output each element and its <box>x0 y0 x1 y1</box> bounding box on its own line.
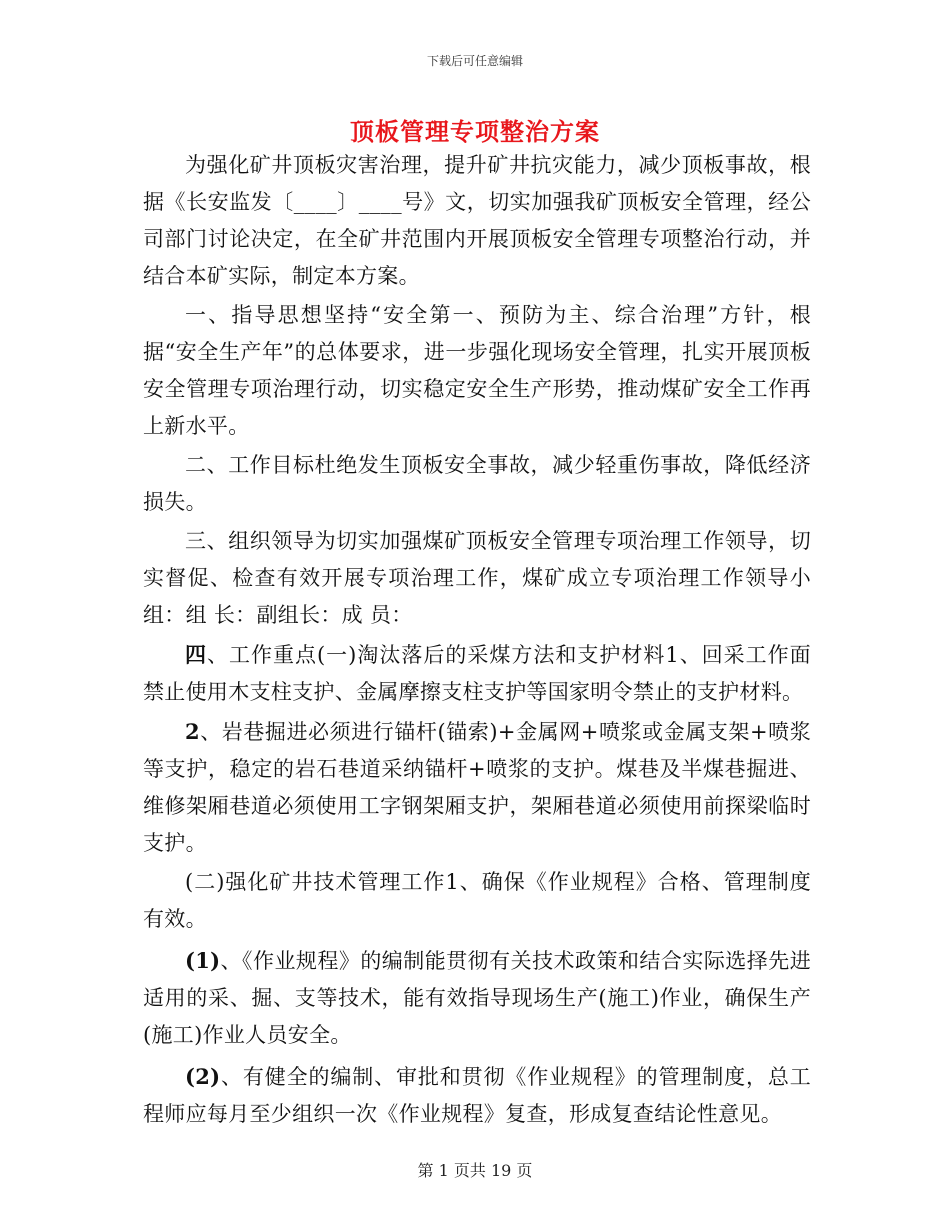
item-1-number: (1) <box>185 948 221 973</box>
section-4-key-work <box>143 636 811 711</box>
item-1-paragraph <box>143 942 811 1054</box>
point-2-text: 、岩巷掘进必须进行锚杆(锚索)+金属网+喷浆或金属支架+喷浆等支护，稳定的岩石巷道采纳锚杆+喷浆的支护。煤巷及半煤巷掘进、维修架厢巷道必须使用工字钢架厢支护，架厢巷道必须使用前探梁临时支护。 <box>143 720 811 855</box>
document-body <box>143 147 811 1133</box>
section-2-work-goal: 二、工作目标杜绝发生顶板安全事故，减少轻重伤事故，降低经济损失。 <box>143 453 811 514</box>
item-2-number: (2) <box>185 1064 221 1089</box>
section-4-text: 、工作重点(一)淘汰落后的采煤方法和支护材料1、回采工作面禁止使用木支柱支护、金属摩擦支柱支护等国家明令禁止的支护材料。 <box>143 643 811 704</box>
header-note: 下载后可任意编辑 <box>426 54 523 68</box>
section-1-guiding-thought: 一、指导思想坚持“安全第一、预防为主、综合治理”方针，根据“安全生产年”的总体要求，进一步强化现场安全管理，扎实开展顶板安全管理专项治理行动，切实稳定安全生产形势，推动煤矿安全工作再上新水平。 <box>143 303 811 438</box>
point-2-paragraph <box>143 713 811 862</box>
subsection-2-technical-management: (二)强化矿井技术管理工作1、确保《作业规程》合格、管理制度有效。 <box>143 870 811 931</box>
item-2-paragraph <box>143 1058 811 1133</box>
page-footer: 第 1 页共 19 页 <box>417 1161 533 1180</box>
point-2-number: 2 <box>185 719 200 744</box>
document-title: 顶板管理专项整治方案 <box>350 117 600 146</box>
item-2-text: 、有健全的编制、审批和贯彻《作业规程》的管理制度，总工程师应每月至少组织一次《作业规程》复查，形成复查结论性意见。 <box>143 1065 811 1126</box>
intro-paragraph: 为强化矿井顶板灾害治理，提升矿井抗灾能力，减少顶板事故，根据《长安监发〔____〕____号》文，切实加强我矿顶板安全管理，经公司部门讨论决定，在全矿井范围内开展顶板安全管理专项整治行动，并结合本矿实际，制定本方案。 <box>143 153 811 288</box>
section-3-organization: 三、组织领导为切实加强煤矿顶板安全管理专项治理工作领导，切实督促、检查有效开展专项治理工作，煤矿成立专项治理工作领导小组：组 长：副组长：成 员： <box>143 529 811 627</box>
section-4-number: 四 <box>185 642 207 667</box>
item-1-text: 、《作业规程》的编制能贯彻有关技术政策和结合实际选择先进适用的采、掘、支等技术，能有效指导现场生产(施工)作业，确保生产(施工)作业人员安全。 <box>143 949 811 1047</box>
